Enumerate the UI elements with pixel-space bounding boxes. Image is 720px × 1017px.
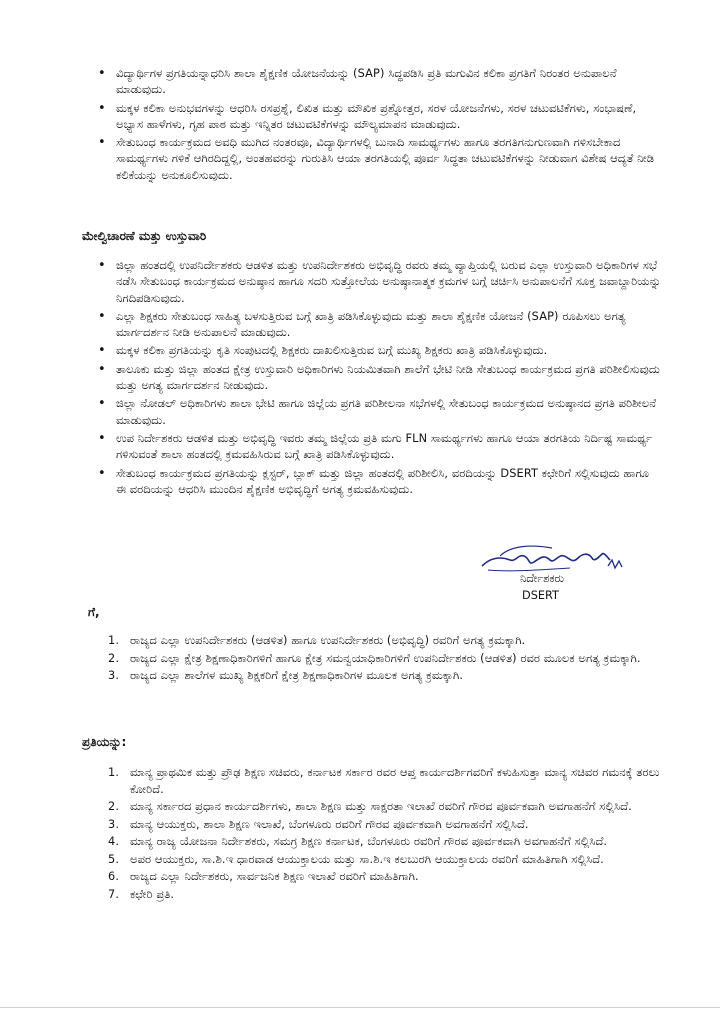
item-text: ಅಪರ ಆಯುಕ್ತರು, ಸಾ.ಶಿ.ಇ ಧಾರವಾಡ ಆಯುಕ್ತಾಲಯ ಮತ್ತು ಸಾ.ಶಿ.ಇ ಕಲಬುರಗಿ ಆಯುಕ್ತಾಲಯ ರವರಿಗೆ ಮಾಹಿತಿಗಾಗಿ ಸಲ್ಲಿಸಿದೆ. (130, 852, 604, 866)
item-text: ರಾಜ್ಯದ ಎಲ್ಲಾ ಉಪನಿರ್ದೇಶಕರು (ಆಡಳಿತ) ಹಾಗೂ ಉಪನಿರ್ದೇಶಕರು (ಅಭಿವೃದ್ಧಿ) ರವರಿಗೆ ಅಗತ್ಯ ಕ್ರಮಕ್ಕಾಗಿ. (130, 634, 526, 647)
list-item (108, 834, 668, 851)
bullet-item: • ಉಪ ನಿರ್ದೇಶಕರು ಆಡಳಿತ ಮತ್ತು ಅಭಿವೃದ್ಧಿ ಇವರು ತಮ್ಮ ಜಿಲ್ಲೆಯ ಪ್ರತಿ ಮಗು FLN ಸಾಮರ್ಥ್ಯಗಳು ಹಾಗೂ ಆಯಾ ತರಗತಿಯ ನಿರ್ದಿಷ್ಟ ಸಾಮರ್ಥ್ಯ ಗಳಿಸುವಂತೆ ಶಾಲಾ ಹಂತದಲ್ಲಿ ಕ್ರಮವಹಿಸಿರುವ ಬಗ್ಗೆ ಖಾತ್ರಿ ಪಡಿಸಿಕೊಳ್ಳುವುದು. (96, 431, 661, 464)
item-text: ರಾಜ್ಯದ ಎಲ್ಲಾ ಶಾಲೆಗಳ ಮುಖ್ಯ ಶಿಕ್ಷಕರಿಗೆ ಕ್ಷೇತ್ರ ಶಿಕ್ಷಣಾಧಿಕಾರಿಗಳ ಮೂಲಕ ಅಗತ್ಯ ಕ್ರಮಕ್ಕಾಗಿ. (130, 669, 464, 682)
bullet-item: • ಮಕ್ಕಳ ಕಲಿಕಾ ಅನುಭವಗಳನ್ನು ಆಧರಿಸಿ ರಸಪ್ರಶ್ನೆ, ಲಿಖಿತ ಮತ್ತು ಮೌಖಿಕ ಪ್ರಶ್ನೋತ್ತರ, ಸರಳ ಯೋಜನೆಗಳು, ಸರಳ ಚಟುವಟಿಕೆಗಳು, ಸಂಭಾಷಣೆ, ಅಭ್ಯಾಸ ಹಾಳೆಗಳು, ಗೃಹ ಪಾಠ ಮತ್ತು ಇನ್ನಿತರ ಚಟುವಟಿಕೆಗಳನ್ನು ಮೌಲ್ಯಮಾಪನ ಮಾಡುವುದು. (96, 101, 661, 134)
item-number: 4. (108, 835, 120, 848)
signatory-department: DSERT (522, 589, 559, 602)
item-number: 5. (108, 852, 120, 866)
list-item (108, 852, 668, 869)
bullet-item: • ಸೇತುಬಂಧ ಕಾರ್ಯಕ್ರಮದ ಪ್ರಗತಿಯನ್ನು ಕ್ಲಸ್ಟರ್, ಬ್ಲಾಕ್ ಮತ್ತು ಜಿಲ್ಲಾ ಹಂತದಲ್ಲಿ ಪರಿಶೀಲಿಸಿ, ವರದಿಯನ್ನು DSERT ಕಛೇರಿಗೆ ಸಲ್ಲಿಸುವುದು ಹಾಗೂ ಈ ವರದಿಯನ್ನು ಆಧರಿಸಿ ಮುಂದಿನ ಶೈಕ್ಷಣಿಕ ಅಭಿವೃದ್ಧಿಗೆ ಅಗತ್ಯ ಕ್ರಮವಹಿಸುವುದು. (96, 466, 661, 499)
bullet-item: • ತಾಲೂಕು ಮತ್ತು ಜಿಲ್ಲಾ ಹಂತದ ಕ್ಷೇತ್ರ ಉಸ್ತುವಾರಿ ಅಧಿಕಾರಿಗಳು ನಿಯಮಿತವಾಗಿ ಶಾಲೆಗೆ ಭೇಟಿ ನೀಡಿ ಸೇತುಬಂಧ ಕಾರ್ಯಕ್ರಮದ ಪ್ರಗತಿ ಪರಿಶೀಲಿಸುವುದು ಮತ್ತು ಅಗತ್ಯ ಮಾರ್ಗದರ್ಶನ ನೀಡುವುದು. (96, 362, 661, 395)
list-item (108, 817, 668, 834)
item-number: 1. (108, 766, 120, 779)
item-number: 6. (108, 870, 120, 883)
list-item (108, 651, 668, 668)
bullet-item: • ಎಲ್ಲಾ ಶಿಕ್ಷಕರು ಸೇತುಬಂಧ ಸಾಹಿತ್ಯ ಬಳಸುತ್ತಿರುವ ಬಗ್ಗೆ ಖಾತ್ರಿ ಪಡಿಸಿಕೊಳ್ಳುವುದು ಮತ್ತು ಶಾಲಾ ಶೈಕ್ಷಣಿಕ ಯೋಜನೆ (SAP) ರೂಪಿಸಲು ಅಗತ್ಯ ಮಾರ್ಗದರ್ಶನ ನೀಡಿ ಅನುಪಾಲನೆ ಮಾಡುವುದು. (96, 309, 661, 342)
item-text: ಮಾನ್ಯ ಆಯುಕ್ತರು, ಶಾಲಾ ಶಿಕ್ಷಣ ಇಲಾಖೆ, ಬೆಂಗಳೂರು ರವರಿಗೆ ಗೌರವ ಪೂರ್ವಕವಾಗಿ ಅವಗಾಹನೆಗೆ ಸಲ್ಲಿಸಿದೆ. (130, 817, 529, 831)
item-text: ಕಛೇರಿ ಪ್ರತಿ. (130, 887, 175, 901)
list-item (108, 633, 668, 650)
item-number: 2. (108, 800, 120, 813)
bullet-list-monitoring (96, 258, 661, 500)
bullet-item: • ಜಿಲ್ಲಾ ಹಂತದಲ್ಲಿ ಉಪನಿರ್ದೇಶಕರು ಆಡಳಿತ ಮತ್ತು ಉಪನಿರ್ದೇಶಕರು ಅಭಿವೃದ್ಧಿ ರವರು ತಮ್ಮ ವ್ಯಾಪ್ತಿಯಲ್ಲಿ ಬರುವ ಎಲ್ಲಾ ಉಸ್ತುವಾರಿ ಅಧಿಕಾರಿಗಳ ಸಭೆ ನಡೆಸಿ ಸೇತುಬಂಧ ಕಾರ್ಯಕ್ರಮದ ಅನುಷ್ಠಾನ ಹಾಗೂ ಸದರಿ ಸುತ್ತೋಲೆಯ ಅನುಷ್ಠಾನಾತ್ಮಕ ಕ್ರಮಗಳ ಬಗ್ಗೆ ಚರ್ಚಿಸಿ ಅನುಪಾಲನೆಗೆ ಸೂಕ್ತ ಜವಾಬ್ದಾರಿಯನ್ನು ನಿಗದಿಪಡಿಸುವುದು. (96, 258, 661, 307)
list-item (108, 765, 668, 798)
page-bottom-divider (0, 1007, 720, 1008)
item-text: ಮಾನ್ಯ ರಾಜ್ಯ ಯೋಜನಾ ನಿರ್ದೇಶಕರು, ಸಮಗ್ರ ಶಿಕ್ಷಣ ಕರ್ನಾಟಕ, ಬೆಂಗಳೂರು ರವರಿಗೆ ಗೌರವ ಪೂರ್ವಕವಾಗಿ ಅವಗಾಹನೆಗೆ ಸಲ್ಲಿಸಿದೆ. (130, 835, 608, 848)
item-text: ಮಾನ್ಯ ಸರ್ಕಾರದ ಪ್ರಧಾನ ಕಾರ್ಯದರ್ಶಿಗಳು, ಶಾಲಾ ಶಿಕ್ಷಣ ಮತ್ತು ಸಾಕ್ಷರತಾ ಇಲಾಖೆ ರವರಿಗೆ ಗೌರವ ಪೂರ್ವಕವಾಗಿ ಅವಗಾಹನೆಗೆ ಸಲ್ಲಿಸಿದೆ. (130, 800, 632, 813)
list-item (108, 668, 668, 685)
item-number: 3. (108, 817, 120, 831)
item-text: ಮಾನ್ಯ ಪ್ರಾಥಮಿಕ ಮತ್ತು ಪ್ರೌಢ ಶಿಕ್ಷಣ ಸಚಿವರು, ಕರ್ನಾಟಕ ಸರ್ಕಾರ ರವರ ಆಪ್ತ ಕಾರ್ಯದರ್ಶಿಗವರಿಗೆ ಕಳುಹಿಸುತ್ತಾ ಮಾನ್ಯ ಸಚಿವರ ಗಮನಕ್ಕೆ ತರಲು ಕೋರಿದೆ. (130, 766, 660, 796)
item-text: ರಾಜ್ಯದ ಎಲ್ಲಾ ಕ್ಷೇತ್ರ ಶಿಕ್ಷಣಾಧಿಕಾರಿಗಳಿಗೆ ಹಾಗೂ ಕ್ಷೇತ್ರ ಸಮನ್ವಯಾಧಿಕಾರಿಗಳಿಗೆ ಉಪನಿರ್ದೇಶಕರು (ಆಡಳಿತ) ರವರ ಮೂಲಕ ಅಗತ್ಯ ಕ್ರಮಕ್ಕಾಗಿ. (130, 651, 641, 665)
item-number: 2. (108, 651, 120, 665)
section-heading-monitoring: ಮೇಲ್ವಿಚಾರಣೆ ಮತ್ತು ಉಸ್ತುವಾರಿ (82, 229, 207, 243)
list-item (108, 799, 668, 816)
list-item (108, 887, 668, 904)
copy-to-list (108, 765, 668, 904)
bullet-list-objectives (96, 66, 661, 186)
signatory-title: ನಿರ್ದೇಶಕರು (520, 572, 564, 585)
item-number: 3. (108, 669, 120, 682)
recipients-list (108, 633, 668, 686)
item-number: 1. (108, 634, 120, 647)
bullet-item: • ಮಕ್ಕಳ ಕಲಿಕಾ ಪ್ರಗತಿಯನ್ನು ಕೃತಿ ಸಂಪುಟದಲ್ಲಿ ಶಿಕ್ಷಕರು ದಾಖಲಿಸುತ್ತಿರುವ ಬಗ್ಗೆ ಮುಖ್ಯ ಶಿಕ್ಷಕರು ಖಾತ್ರಿ ಪಡಿಸಿಕೊಳ್ಳುವುದು. (96, 343, 661, 359)
recipients-heading: ಗೆ, (88, 605, 100, 619)
copy-to-heading: ಪ್ರತಿಯನ್ನು: (82, 735, 127, 749)
item-number: 7. (108, 887, 120, 901)
item-text: ರಾಜ್ಯದ ಎಲ್ಲಾ ನಿರ್ದೇಶಕರು, ಸಾರ್ವಜನಿಕ ಶಿಕ್ಷಣ ಇಲಾಖೆ ರವರಿಗೆ ಮಾಹಿತಿಗಾಗಿ. (130, 870, 419, 883)
bullet-item: • ಸೇತುಬಂಧ ಕಾರ್ಯಕ್ರಮದ ಅವಧಿ ಮುಗಿದ ನಂತರವೂ, ವಿದ್ಯಾರ್ಥಿಗಳಲ್ಲಿ ಬುನಾದಿ ಸಾಮರ್ಥ್ಯಗಳು ಹಾಗೂ ತರಗತಿಗನುಗುಣವಾಗಿ ಗಳಿಸಬೇಕಾದ ಸಾಮರ್ಥ್ಯಗಳು ಗಳಿಕೆ ಆಗಿರದಿದ್ದಲ್ಲಿ, ಅಂತಹವರನ್ನು ಗುರುತಿಸಿ ಆಯಾ ತರಗತಿಯಲ್ಲಿ ಪೂರ್ವ ಸಿದ್ಧತಾ ಚಟುವಟಿಕೆಗಳನ್ನು ನೀಡುವಾಗ ವಿಶೇಷ ಆದ್ಯತೆ ನೀಡಿ ಕಲಿಕೆಯನ್ನು ಅನುಕೂಲಿಸುವುದು. (96, 135, 661, 184)
list-item (108, 869, 668, 886)
bullet-item: • ಜಿಲ್ಲಾ ನೋಡಲ್ ಅಧಿಕಾರಿಗಳು ಶಾಲಾ ಭೇಟಿ ಹಾಗೂ ಜಿಲ್ಲೆಯ ಪ್ರಗತಿ ಪರಿಶೀಲನಾ ಸಭೆಗಳಲ್ಲಿ ಸೇತುಬಂಧ ಕಾರ್ಯಕ್ರಮದ ಅನುಷ್ಠಾನದ ಪ್ರಗತಿ ಪರಿಶೀಲನೆ ಮಾಡುವುದು. (96, 396, 661, 429)
bullet-item: • ವಿದ್ಯಾರ್ಥಿಗಳ ಪ್ರಗತಿಯನ್ನಾಧರಿಸಿ ಶಾಲಾ ಶೈಕ್ಷಣಿಕ ಯೋಜನೆಯನ್ನು (SAP) ಸಿದ್ಧಪಡಿಸಿ ಪ್ರತಿ ಮಗುವಿನ ಕಲಿಕಾ ಪ್ರಗತಿಗೆ ನಿರಂತರ ಅನುಪಾಲನೆ ಮಾಡುವುದು. (96, 66, 661, 99)
